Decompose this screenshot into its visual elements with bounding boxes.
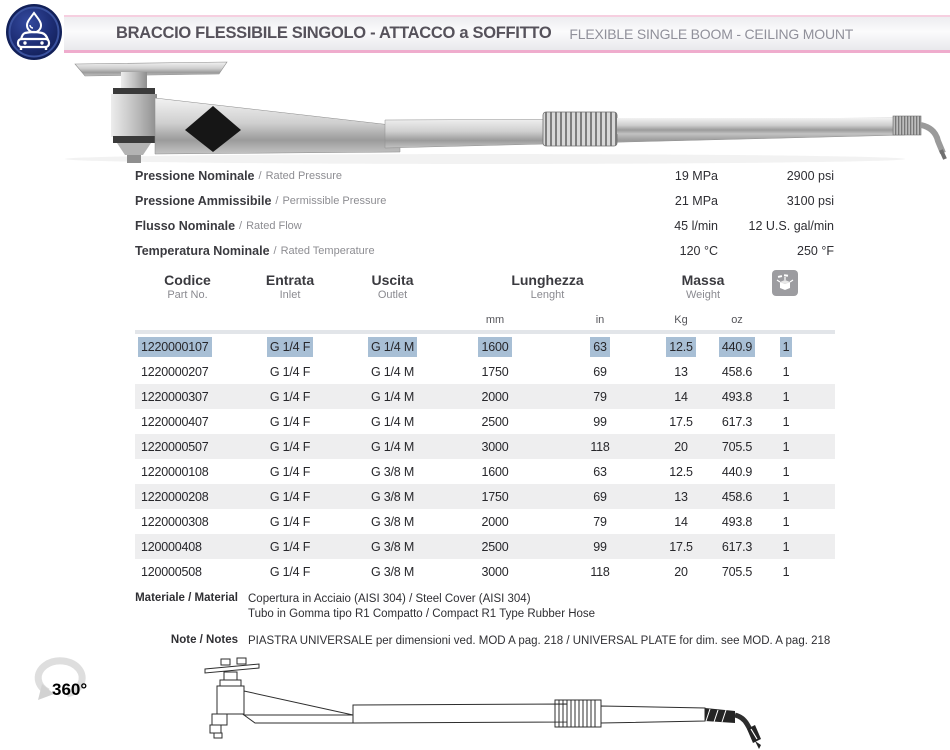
car-wash-icon [5,3,63,61]
cell-outlet: G 1/4 M [370,364,415,379]
unit-kg: Kg [674,314,688,326]
material-line-1: Copertura in Acciaio (AISI 304) / Steel Cover (AISI 304) [248,593,531,605]
spec-value-imperial: 2900 psi [786,168,834,183]
cell-length-mm: 2000 [481,389,509,404]
cell-part-number: 1220000308 [141,514,209,529]
cell-part-number: 1220000108 [141,464,209,479]
column-header-massa: Massa Weight [681,272,725,301]
spec-label: Flusso Nominale / Rated Flow [135,218,302,233]
spec-label: Pressione Ammissibile / Permissible Pressure [135,193,387,208]
spec-row [135,163,835,188]
cell-pack-qty: 1 [782,364,790,379]
cell-length-in: 69 [593,364,607,379]
cell-pack-qty: 1 [782,439,790,454]
cell-inlet: G 1/4 F [269,439,311,454]
cell-pack-qty: 1 [782,489,790,504]
parts-table [135,270,835,584]
cell-part-number: 120000408 [141,539,202,554]
cell-weight-oz: 705.5 [721,564,753,579]
cell-pack-qty: 1 [782,464,790,479]
column-header-uscita: Uscita Outlet [371,272,414,301]
cell-length-mm: 1600 [481,339,509,354]
units-row [135,314,835,328]
spec-list [135,163,835,263]
cell-length-in: 99 [593,414,607,429]
cell-outlet: G 1/4 M [370,439,415,454]
cell-outlet: G 3/8 M [370,464,415,479]
cell-outlet: G 1/4 M [370,389,415,404]
cell-outlet: G 3/8 M [370,564,415,579]
table-row[interactable] [135,459,835,484]
cell-weight-kg: 13 [674,489,688,504]
cell-outlet: G 1/4 M [370,414,415,429]
notes-section [135,634,925,650]
cell-outlet: G 3/8 M [370,489,415,504]
cell-weight-kg: 20 [674,439,688,454]
cell-weight-kg: 12.5 [669,464,693,479]
cell-outlet: G 3/8 M [370,514,415,529]
technical-drawing [195,655,765,750]
cell-inlet: G 1/4 F [269,489,311,504]
spec-row [135,188,835,213]
table-header [135,270,835,330]
spec-value-imperial: 12 U.S. gal/min [748,218,834,233]
table-row[interactable] [135,359,835,384]
cell-weight-oz: 617.3 [721,539,753,554]
table-row[interactable] [135,534,835,559]
cell-length-in: 118 [590,439,610,454]
spec-value-imperial: 3100 psi [786,193,834,208]
spec-label: Temperatura Nominale / Rated Temperature [135,243,375,258]
cell-outlet: G 3/8 M [370,539,415,554]
spec-row [135,213,835,238]
cell-length-mm: 2500 [481,539,509,554]
spec-value-metric: 120 °C [679,243,718,258]
cell-inlet: G 1/4 F [269,539,311,554]
cell-weight-kg: 14 [674,514,688,529]
spec-value-metric: 19 MPa [674,168,718,183]
column-header-lunghezza: Lunghezza Lenght [511,272,584,301]
cell-length-in: 63 [593,464,607,479]
cell-weight-kg: 14 [674,389,688,404]
table-row[interactable] [135,409,835,434]
material-line-2: Tubo in Gomma tipo R1 Compatto / Compact R1 Type Rubber Hose [248,608,596,620]
cell-length-mm: 1600 [481,464,509,479]
cell-weight-oz: 493.8 [721,389,753,404]
cell-weight-oz: 705.5 [721,439,753,454]
cell-inlet: G 1/4 F [269,414,311,429]
cell-part-number: 1220000107 [141,339,209,354]
table-row[interactable] [135,509,835,534]
cell-weight-kg: 12.5 [669,339,693,354]
cell-length-mm: 2500 [481,414,509,429]
spec-row [135,238,835,263]
cell-length-in: 99 [593,539,607,554]
cell-length-mm: 3000 [481,439,509,454]
cell-weight-oz: 458.6 [721,489,753,504]
cell-pack-qty: 1 [782,414,790,429]
cell-length-in: 79 [593,514,607,529]
cell-weight-oz: 440.9 [721,339,753,354]
cell-length-in: 118 [590,564,610,579]
column-header-codice: Codice Part No. [164,272,211,301]
package-icon [772,270,798,296]
cell-part-number: 120000508 [141,564,202,579]
cell-length-in: 69 [593,489,607,504]
cell-weight-kg: 20 [674,564,688,579]
table-body [135,330,835,584]
page-title-english: FLEXIBLE SINGLE BOOM - CEILING MOUNT [569,25,854,42]
cell-length-in: 79 [593,389,607,404]
cell-pack-qty: 1 [782,514,790,529]
material-label: Materiale / Material [135,592,238,604]
cell-part-number: 1220000307 [141,389,209,404]
rotation-360-badge [18,648,128,710]
cell-part-number: 1220000507 [141,439,209,454]
cell-length-mm: 3000 [481,564,509,579]
material-section [135,592,895,626]
cell-weight-oz: 440.9 [721,464,753,479]
cell-length-mm: 1750 [481,364,509,379]
cell-part-number: 1220000407 [141,414,209,429]
cell-weight-kg: 17.5 [669,414,693,429]
cell-length-in: 63 [593,339,607,354]
column-header-entrata: Entrata Inlet [265,272,315,301]
table-row[interactable] [135,559,835,584]
cell-weight-kg: 13 [674,364,688,379]
table-row[interactable] [135,434,835,459]
table-row[interactable] [135,384,835,409]
notes-text: PIASTRA UNIVERSALE per dimensioni ved. MOD A pag. 218 / UNIVERSAL PLATE for dim. see MOD. A pag. 218 [248,635,831,647]
spec-value-metric: 45 l/min [674,218,718,233]
table-row[interactable] [135,484,835,509]
spec-label: Pressione Nominale / Rated Pressure [135,168,342,183]
cell-length-mm: 2000 [481,514,509,529]
page-title-italian: BRACCIO FLESSIBILE SINGOLO - ATTACCO a SOFFITTO [116,24,552,42]
cell-weight-oz: 458.6 [721,364,753,379]
cell-inlet: G 1/4 F [269,364,311,379]
cell-pack-qty: 1 [782,564,790,579]
badge-360-label: 360° [52,680,88,699]
cell-length-mm: 1750 [481,489,509,504]
cell-part-number: 1220000207 [141,364,209,379]
cell-weight-kg: 17.5 [669,539,693,554]
cell-inlet: G 1/4 F [269,514,311,529]
cell-pack-qty: 1 [782,539,790,554]
page-header [64,15,950,53]
product-photo [55,56,950,171]
cell-inlet: G 1/4 F [269,389,311,404]
unit-oz: oz [731,314,743,326]
cell-inlet: G 1/4 F [269,464,311,479]
unit-in: in [595,314,605,326]
cell-inlet: G 1/4 F [269,339,311,354]
cell-outlet: G 1/4 M [370,339,415,354]
cell-part-number: 1220000208 [141,489,209,504]
cell-weight-oz: 617.3 [721,414,753,429]
cell-weight-oz: 493.8 [721,514,753,529]
cell-inlet: G 1/4 F [269,564,311,579]
material-lines [248,592,595,622]
unit-mm: mm [485,314,505,326]
spec-value-metric: 21 MPa [674,193,718,208]
cell-pack-qty: 1 [782,339,790,354]
cell-pack-qty: 1 [782,389,790,404]
spec-value-imperial: 250 °F [797,243,834,258]
table-row[interactable] [135,334,835,359]
notes-label: Note / Notes [170,634,238,646]
